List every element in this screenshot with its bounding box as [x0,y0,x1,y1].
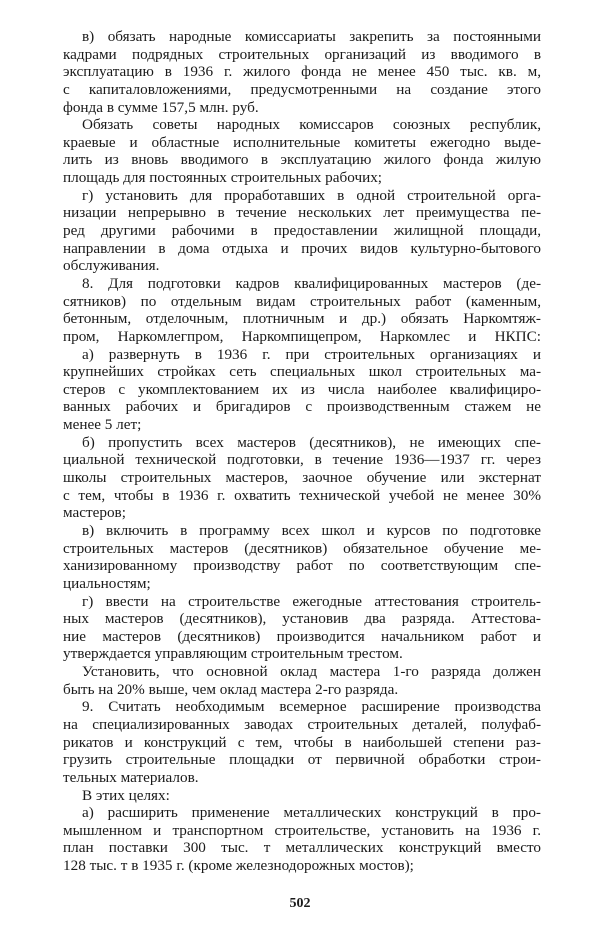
text-line: б) пропустить всех мастеров (десятников), не имеющих спе- [82,433,541,451]
text-line: тельных материалов. [63,768,199,786]
text-line: стеров с укомплектованием их из числа наиболее квалифициро- [63,380,541,398]
text-line: менее 5 лет; [63,416,142,434]
text-line: площадь для постоянных строительных рабочих; [63,169,383,187]
text-line: циальностям; [63,574,151,592]
text-line: с капиталовложениями, предусмотренными на создание этого [63,80,541,98]
text-line: а) расширить применение металлических конструкций в про- [82,804,541,822]
text-line: в) включить в программу всех школ и курсов по подготовке [82,521,541,539]
text-line: строительных мастеров (десятников) обязательное обучение ме- [63,539,541,557]
text-line: эксплуатацию в 1936 г. жилого фонда не менее 450 тыс. кв. м, [63,63,541,81]
text-line: низации непрерывно в течение нескольких лет преимущества пе- [63,204,541,222]
text-line: г) ввести на строительстве ежегодные аттестования строитель- [82,592,541,610]
text-line: В этих целях: [82,786,170,804]
text-line: сятников) по отдельным видам строительных работ (каменным, [63,292,541,310]
text-line: быть на 20% выше, чем оклад мастера 2-го разряда. [63,680,399,698]
text-line: мышленном и транспортном строительстве, установить на 1936 г. [63,821,541,839]
text-line: пром, Наркомлегпром, Наркомпищепром, Наркомлес и НКПС: [63,327,541,345]
text-line: ванных рабочих и бригадиров с производственным стажем не [63,398,541,416]
text-line: 9. Считать необходимым всемерное расширение производства [82,698,541,716]
text-line: на специализированных заводах строительных деталей, полуфаб- [63,715,541,733]
text-line: фонда в сумме 157,5 млн. руб. [63,98,259,116]
text-line: обслуживания. [63,257,160,275]
text-line: а) развернуть в 1936 г. при строительных организациях и [82,345,541,363]
text-line: в) обязать народные комиссариаты закрепить за постоянными [82,28,541,45]
text-line: школы строительных мастеров, заочное обучение или экстернат [63,469,541,487]
text-line: с тем, чтобы в 1936 г. охватить технической учебой не менее 30% [63,486,541,504]
text-line: краевые и областные исполнительные комитеты ежегодно выде- [63,133,541,151]
text-line: 8. Для подготовки кадров квалифицированных мастеров (де- [82,274,541,292]
text-line: 128 тыс. т в 1935 г. (кроме железнодорожных мостов); [63,857,414,875]
text-line: ред другими рабочими в предоставлении жилищной площади, [63,222,541,240]
text-line: Обязать советы народных комиссаров союзных республик, [82,116,541,134]
text-line: ние мастеров (десятников) производится начальником работ и [63,627,541,645]
text-line: направлении в дома отдыха и прочих видов культурно-бытового [63,239,541,257]
document-body [63,28,541,875]
text-line: бетонным, отделочным, плотничным и др.) обязать Наркомтяж- [63,310,541,328]
text-line: ханизированному производству работ по соответствующим спе- [63,557,541,575]
text-line: крупнейших стройках сеть специальных школ строительных ма- [63,363,541,381]
text-line: Установить, что основной оклад мастера 1-го разряда должен [82,663,541,681]
text-line: грузить строительные площадки от первичной обработки строи- [63,751,541,769]
text-line: циальной технической подготовки, в течение 1936—1937 гг. через [63,451,541,469]
text-line: утверждается управляющим строительным трестом. [63,645,403,663]
text-line: лить из вновь вводимого в эксплуатацию жилого фонда жилую [63,151,541,169]
text-line: ных мастеров (десятников), установив два разряда. Аттестова- [63,610,541,628]
text-line: план поставки 300 тыс. т металлических конструкций вместо [63,839,541,857]
text-line: рикатов и конструкций с тем, чтобы в наибольшей степени раз- [63,733,541,751]
text-line: г) установить для проработавших в одной строительной орга- [82,186,541,204]
page-number: 502 [289,896,311,911]
text-line: мастеров; [63,504,126,522]
text-line: кадрами подрядных строительных организаций из вводимого в [63,45,541,63]
